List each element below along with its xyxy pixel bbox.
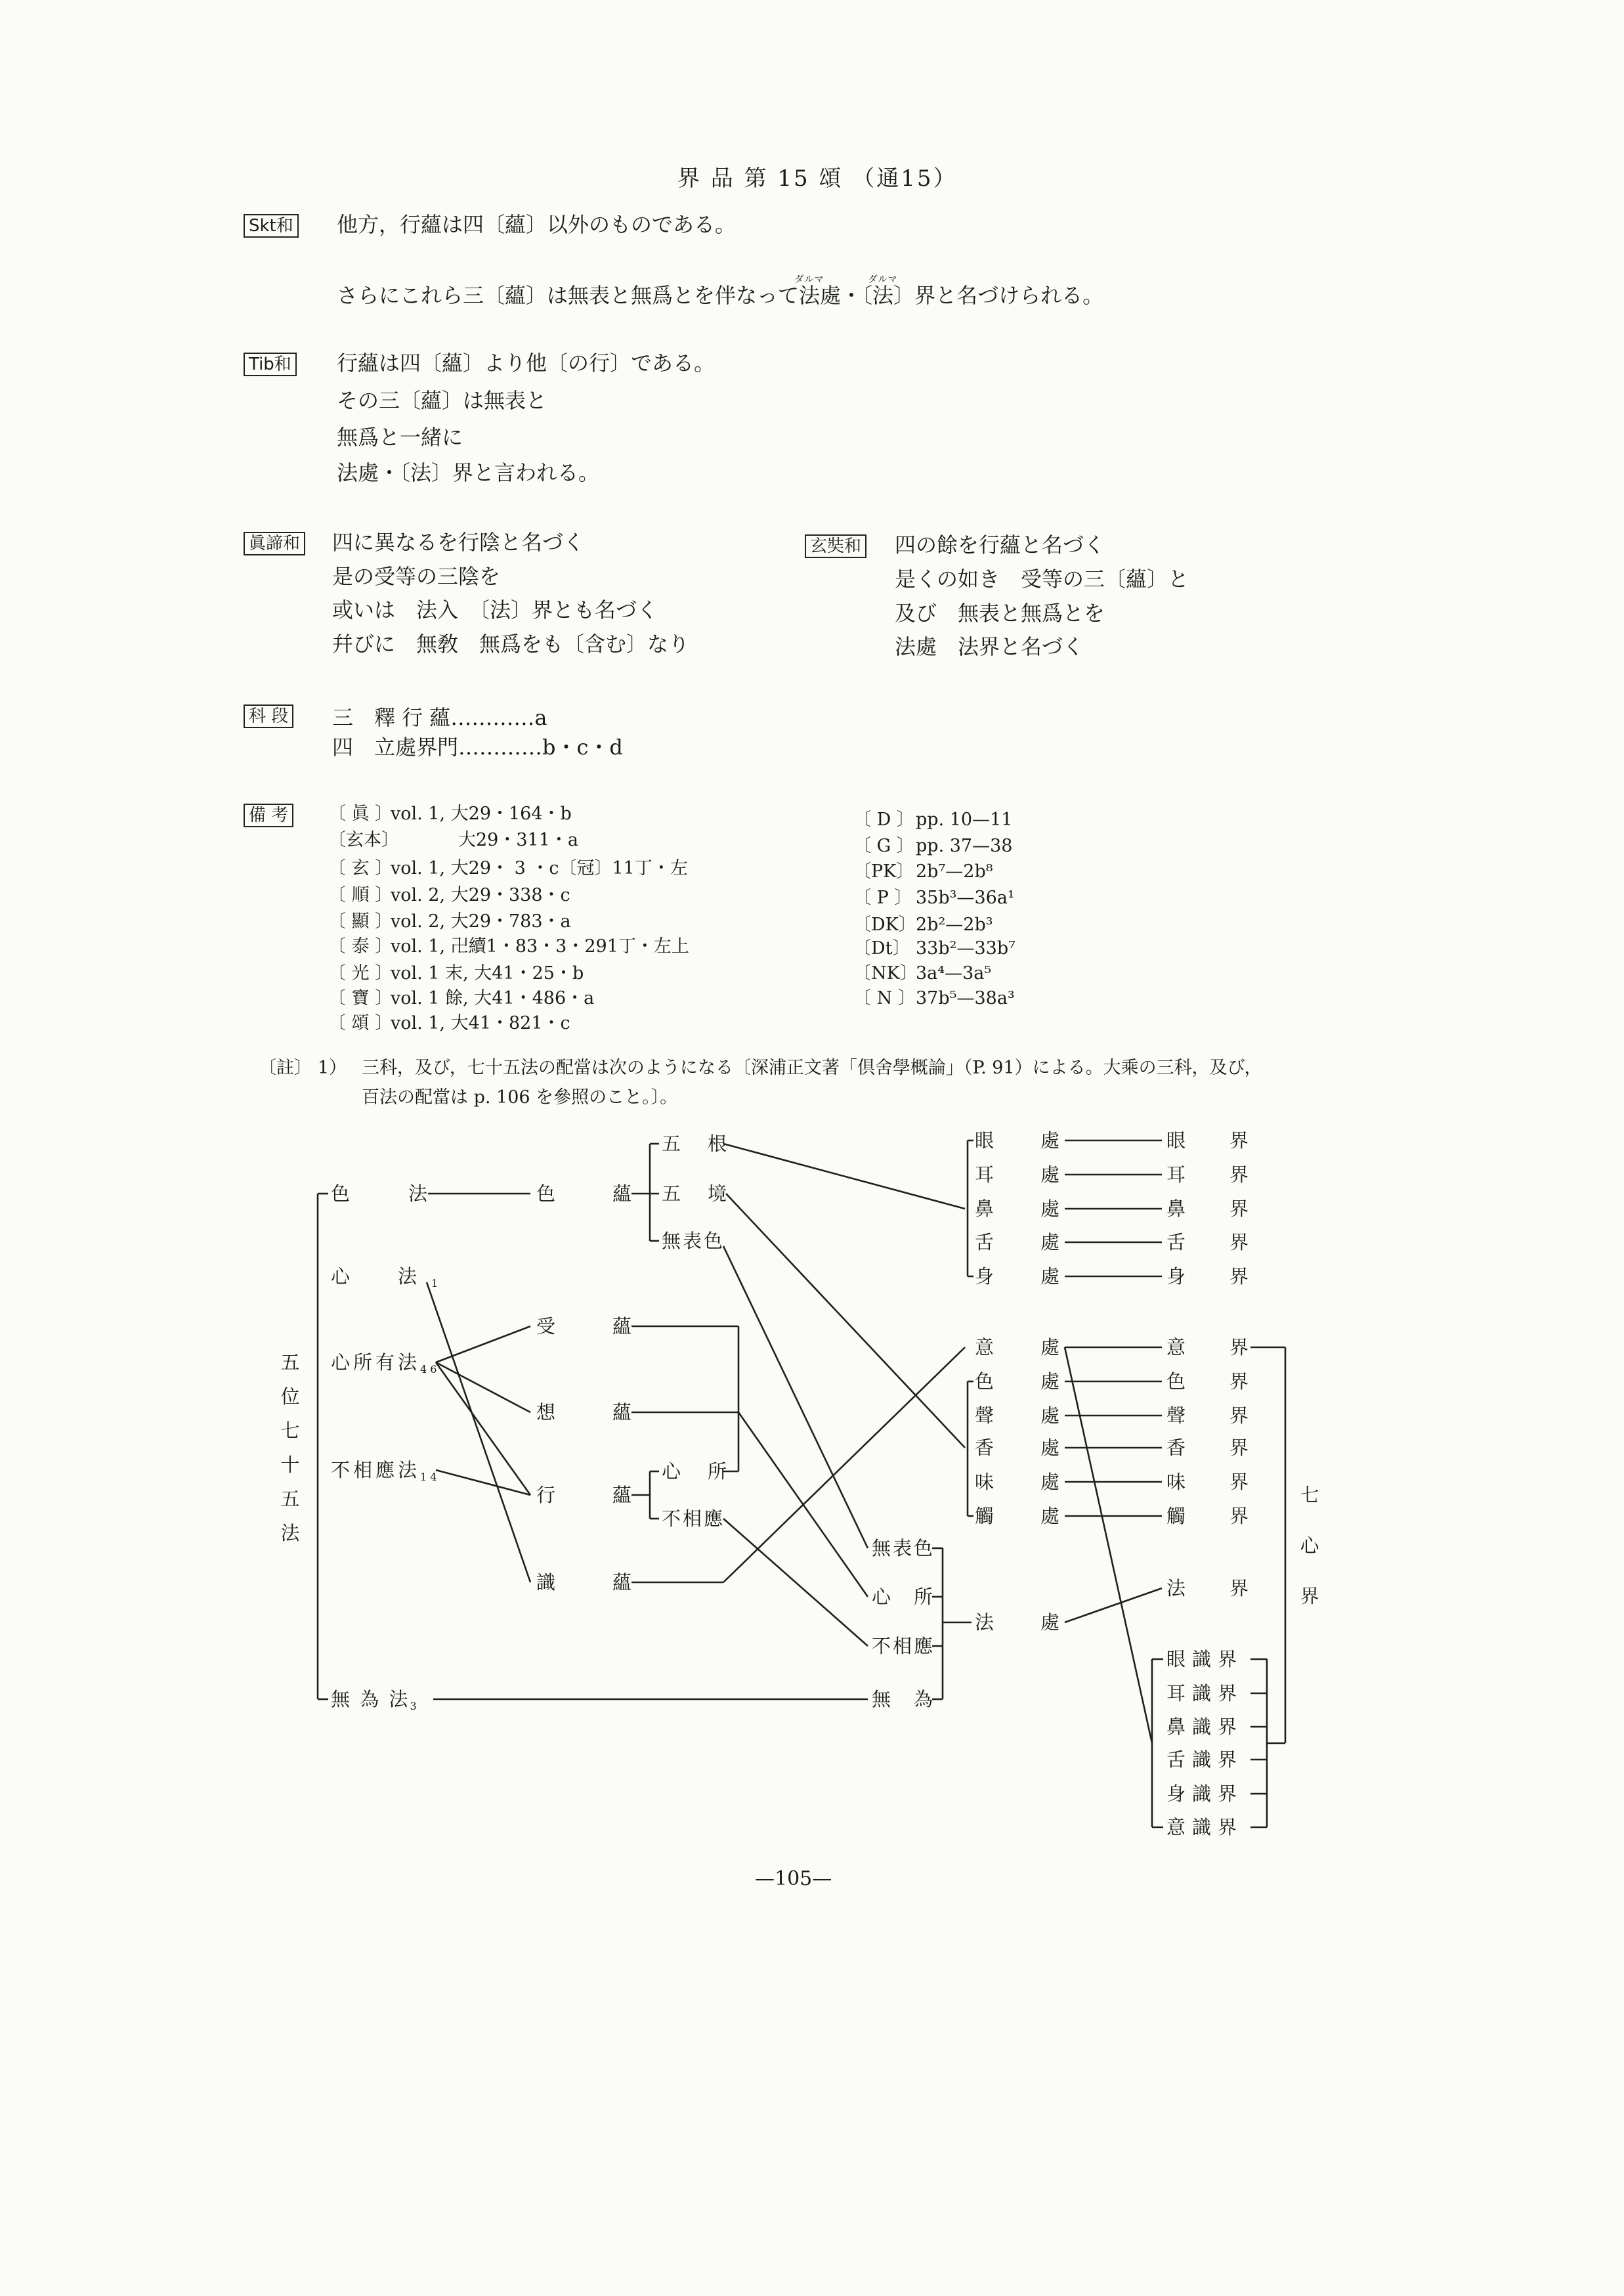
ayatana-node: 味 處 [975, 1471, 1074, 1493]
section-label-skt: Skt和 [244, 214, 299, 238]
section-label-outline: 科 段 [244, 704, 293, 728]
aggregate-node: 色 蘊 [536, 1182, 651, 1205]
xuanzang-line: 及び 無表と無爲とを [895, 601, 1105, 626]
ref-tag: 〔 順 〕 [328, 885, 393, 905]
ayatana-node: 香 處 [975, 1437, 1074, 1459]
ref-value: 37b⁵—38a³ [916, 988, 1015, 1008]
skt-line-2-pre: さらにこれら三〔蘊〕は無表と無爲とを伴なって [337, 283, 800, 308]
connector-line [436, 1362, 530, 1412]
rupa-part-node: 五 境 [662, 1182, 731, 1205]
ayatana-node: 意 處 [975, 1336, 1074, 1358]
tib-line: 行蘊は四〔蘊〕より他〔の行〕である。 [337, 351, 716, 376]
dhatu-node: 舌 界 [1166, 1231, 1262, 1253]
dharma-ayatana-part-node: 無表色 [872, 1537, 935, 1559]
ref-tag: 〔 玄 〕 [328, 858, 393, 878]
ayatana-node: 眼 處 [975, 1129, 1074, 1152]
consciousness-dhatu-node: 耳識界 [1166, 1682, 1244, 1704]
ref-tag: 〔 D 〕 [853, 810, 914, 830]
page-number: —105— [755, 1867, 832, 1890]
aggregate-node: 識 蘊 [536, 1571, 651, 1593]
dhatu-node: 身 界 [1166, 1265, 1262, 1288]
note-label: 〔註〕 [259, 1058, 312, 1078]
ref-value: vol. 2, 大29・338・c [391, 885, 570, 905]
connector-line [427, 1282, 530, 1582]
paramartha-line: 幷びに 無敎 無爲をも〔含む〕なり [332, 632, 690, 657]
dharma-count: 14 [420, 1471, 440, 1483]
ref-value: pp. 10—11 [916, 810, 1013, 830]
ayatana-node: 舌 處 [975, 1231, 1074, 1253]
section-label-remarks: 備 考 [244, 804, 293, 827]
ref-value: 3a⁴—3a⁵ [916, 963, 992, 984]
ayatana-node: 耳 處 [975, 1163, 1074, 1186]
connector-line [723, 1519, 868, 1646]
dharma-count: 3 [410, 1700, 419, 1712]
skt-line-2-mid: 處・〔 [820, 283, 873, 308]
consciousness-dhatu-node: 舌識界 [1166, 1748, 1244, 1771]
ruby-text: ダルマ [794, 274, 824, 285]
paramartha-line: 或いは 法入 〔法〕界とも名づく [332, 597, 658, 622]
ruby-base: 法 [868, 283, 898, 308]
outline-line: 四 立處界門…………b・c・d [332, 735, 623, 760]
tib-line: その三〔蘊〕は無表と [337, 388, 547, 413]
dharma-ayatana-part-node: 不相應 [872, 1635, 935, 1657]
dharma-ayatana-part-node: 無 為 [872, 1688, 935, 1710]
dhatu-node: 色 界 [1166, 1370, 1262, 1393]
xuanzang-line: 是くの如き 受等の三〔蘊〕と [895, 567, 1189, 592]
dharma-group [331, 1184, 447, 1203]
ref-value: pp. 37—38 [916, 836, 1013, 856]
connector-line [723, 1144, 965, 1209]
dhatu-node: 味 界 [1166, 1471, 1262, 1493]
diagram-root-label: 五位七十五法 [280, 1351, 300, 1544]
ref-value: vol. 1, 大41・821・c [391, 1013, 570, 1033]
aggregate-node: 受 蘊 [536, 1315, 651, 1337]
ref-tag: 〔PK〕 [853, 861, 914, 882]
ref-tag: 〔 寶 〕 [328, 988, 393, 1008]
rupa-part-node: 無表色 [662, 1230, 725, 1252]
ref-value: vol. 1, 大29・164・b [391, 804, 572, 824]
outline-line: 三 釋 行 蘊…………a [332, 705, 547, 730]
xuanzang-line: 四の餘を行蘊と名づく [895, 532, 1105, 557]
seven-mind-dhatus-label: 七心界 [1300, 1484, 1319, 1607]
consciousness-dhatu-node: 身識界 [1166, 1783, 1244, 1805]
ayatana-node: 聲 處 [975, 1404, 1074, 1427]
ref-value: 2b²—2b³ [916, 915, 993, 935]
dharma-group-label: 色 法 [331, 1182, 448, 1205]
connector-line [1065, 1347, 1152, 1743]
connector-line [1065, 1588, 1162, 1622]
tib-line: 無爲と一緒に [337, 425, 463, 450]
ruby-base: 法 [794, 283, 824, 308]
paramartha-line: 是の受等の三陰を [332, 564, 501, 589]
dharma-group-label: 心 法 [331, 1265, 432, 1288]
ayatana-node: 法 處 [975, 1611, 1074, 1634]
dhatu-node: 香 界 [1166, 1437, 1262, 1459]
ruby-text: ダルマ [868, 274, 898, 285]
ref-tag: 〔 P 〕 [853, 888, 912, 908]
connector-line [726, 1194, 965, 1448]
ayatana-node: 鼻 處 [975, 1198, 1074, 1220]
rupa-part-node: 五 根 [662, 1133, 731, 1155]
dhatu-node: 鼻 界 [1166, 1198, 1262, 1220]
ref-value: 2b⁷—2b⁸ [916, 861, 993, 882]
skt-line-2-post: 〕界と名づけられる。 [893, 283, 1104, 308]
ref-tag: 〔 N 〕 [853, 988, 916, 1008]
section-label-tib: Tib和 [244, 353, 297, 376]
note-line-2: 百法の配當は p. 106 を參照のこと。〕。 [362, 1087, 678, 1108]
ref-tag: 〔 光 〕 [328, 963, 393, 984]
dharma-group-label: 不相應法 [331, 1459, 421, 1481]
dhatu-node: 法 界 [1166, 1577, 1262, 1599]
samskara-part-node: 不相應 [662, 1507, 725, 1530]
dhatu-node: 意 界 [1166, 1336, 1262, 1358]
ref-value: 33b²—33b⁷ [916, 938, 1015, 959]
ref-value: 大29・311・a [458, 830, 578, 850]
dharma-group [331, 1267, 452, 1289]
consciousness-dhatu-node: 鼻識界 [1166, 1716, 1244, 1738]
ref-tag: 〔DK〕 [853, 915, 916, 935]
ref-tag: 〔 頌 〕 [328, 1013, 393, 1033]
xuanzang-line: 法處 法界と名づく [895, 634, 1084, 659]
section-label-xuanzang: 玄奘和 [805, 534, 866, 558]
aggregate-node: 想 蘊 [536, 1401, 651, 1423]
ref-tag: 〔 泰 〕 [328, 936, 393, 957]
ref-tag: 〔 眞 〕 [328, 804, 393, 824]
section-label-paramartha: 眞諦和 [244, 532, 305, 555]
ref-tag: 〔 G 〕 [853, 836, 914, 856]
ref-value: vol. 1 餘, 大41・486・a [391, 988, 595, 1008]
ref-tag: 〔NK〕 [853, 963, 918, 984]
note-line-1: 三科，及び，七十五法の配當は次のようになる〔深浦正文著「倶舍學概論」（P. 91）による。大乘の三科，及び， [362, 1058, 1262, 1078]
ayatana-node: 身 處 [975, 1265, 1074, 1288]
dharma-group-label: 無 為 法 [331, 1688, 410, 1710]
skt-line-1: 他方，行蘊は四〔蘊〕以外のものである。 [337, 212, 737, 237]
ayatana-node: 色 處 [975, 1370, 1074, 1393]
note-number: 1） [318, 1058, 347, 1078]
consciousness-dhatu-node: 意識界 [1166, 1816, 1244, 1838]
tib-line: 法處・〔法〕界と言われる。 [337, 460, 600, 485]
connector-line [436, 1362, 530, 1495]
dhatu-node: 觸 界 [1166, 1505, 1262, 1527]
samskara-part-node: 心 所 [662, 1460, 731, 1483]
ayatana-node: 觸 處 [975, 1505, 1074, 1527]
dharma-group-label: 心所有法 [331, 1351, 421, 1374]
dhatu-node: 耳 界 [1166, 1163, 1262, 1186]
dharma-count: 1 [431, 1277, 453, 1289]
ref-tag: 〔Dt〕 [853, 938, 910, 959]
dharma-group [331, 1353, 440, 1375]
ref-value: vol. 1, 卍續1・83・3・291丁・左上 [391, 936, 689, 957]
ref-value: vol. 1 末, 大41・25・b [391, 963, 584, 984]
ref-value: vol. 2, 大29・783・a [391, 911, 571, 932]
paramartha-line: 四に異なるを行陰と名づく [332, 530, 585, 555]
consciousness-dhatu-node: 眼識界 [1166, 1648, 1244, 1670]
ref-value: 35b³—36a¹ [916, 888, 1015, 908]
ref-tag: 〔 顯 〕 [328, 911, 393, 932]
connector-line [436, 1326, 530, 1362]
aggregate-node: 行 蘊 [536, 1484, 651, 1506]
dhatu-node: 眼 界 [1166, 1129, 1262, 1152]
connector-line [723, 1246, 868, 1548]
ref-value: vol. 1, 大29・ 3 ・c〔冠〕11丁・左 [391, 858, 688, 878]
page-title: 界 品 第 15 頌 （通15） [677, 165, 958, 192]
ref-tag: 〔玄本〕 [328, 830, 399, 850]
dharma-ayatana-part-node: 心 所 [872, 1586, 935, 1608]
dharma-group [331, 1689, 419, 1712]
dhatu-node: 聲 界 [1166, 1404, 1262, 1427]
dharma-group [331, 1460, 440, 1483]
dharma-count: 46 [420, 1363, 440, 1375]
